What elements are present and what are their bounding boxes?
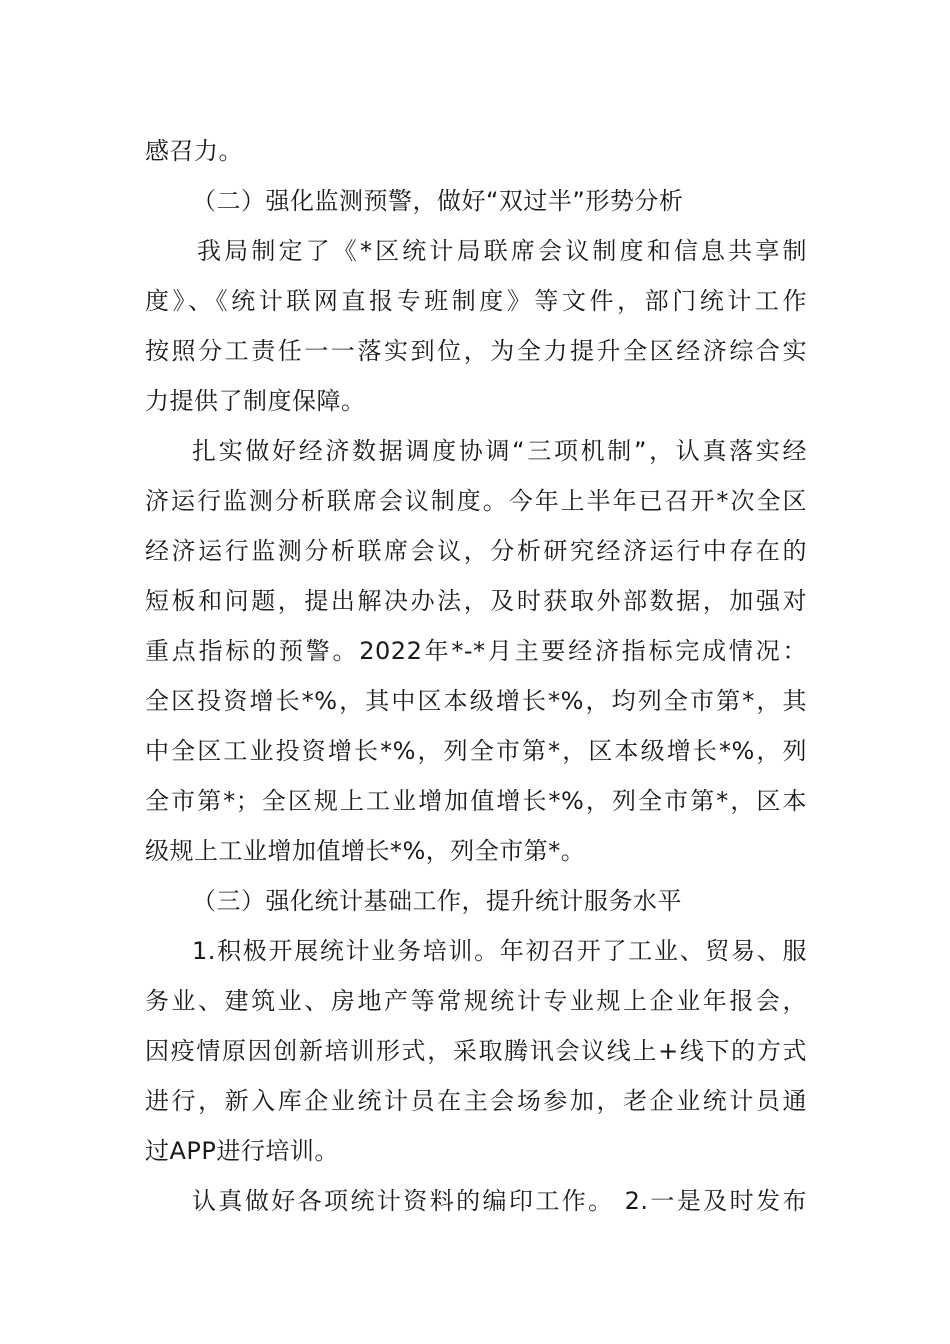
paragraph-line: 按照分工责任一一落实到位，为全力提升全区经济综合实: [145, 337, 807, 365]
paragraph-line: 经济运行监测分析联席会议，分析研究经济运行中存在的: [145, 537, 807, 565]
paragraph-line: 扎实做好经济数据调度协调“三项机制”，认真落实经: [192, 437, 807, 465]
paragraph-line: 认真做好各项统计资料的编印工作。 2.一是及时发布: [192, 1187, 807, 1215]
paragraph-line: 全区投资增长*%，其中区本级增长*%，均列全市第*，其: [145, 687, 807, 715]
paragraph-line: 过APP进行培训。: [145, 1137, 339, 1165]
paragraph-line: 重点指标的预警。2022年*-*月主要经济指标完成情况：: [145, 637, 807, 665]
paragraph-line: 我局制定了《*区统计局联席会议制度和信息共享制: [197, 237, 807, 265]
paragraph-line: 力提供了制度保障。: [145, 387, 366, 415]
paragraph-line: 中全区工业投资增长*%，列全市第*，区本级增长*%，列: [145, 737, 807, 765]
paragraph-line: 1.积极开展统计业务培训。年初召开了工业、贸易、服: [192, 937, 807, 965]
paragraph-line: 务业、建筑业、房地产等常规统计专业规上企业年报会，: [145, 987, 807, 1015]
paragraph-line: 因疫情原因创新培训形式，采取腾讯会议线上+线下的方式: [145, 1037, 807, 1065]
paragraph-line: 级规上工业增加值增长*%，列全市第*。: [145, 837, 586, 865]
paragraph-line: 感召力。: [145, 137, 243, 165]
paragraph-line: 短板和问题，提出解决办法，及时获取外部数据，加强对: [145, 587, 807, 615]
section-heading-2: （二）强化监测预警，做好“双过半”形势分析: [192, 187, 684, 215]
paragraph-line: 进行，新入库企业统计员在主会场参加，老企业统计员通: [145, 1087, 807, 1115]
paragraph-line: 济运行监测分析联席会议制度。今年上半年已召开*次全区: [145, 487, 807, 515]
paragraph-line: 全市第*；全区规上工业增加值增长*%，列全市第*，区本: [145, 787, 807, 815]
section-heading-3: （三）强化统计基础工作，提升统计服务水平: [192, 887, 682, 915]
paragraph-line: 度》、《统计联网直报专班制度》等文件，部门统计工作: [145, 287, 807, 315]
